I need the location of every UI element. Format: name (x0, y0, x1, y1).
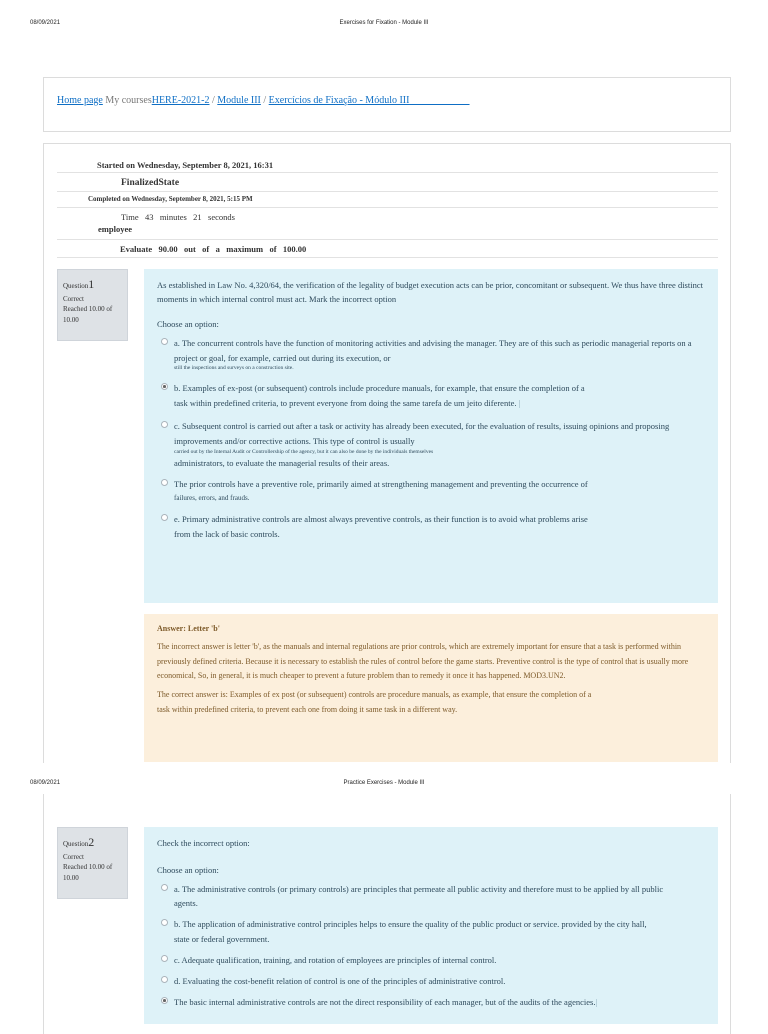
print-title: Exercises for Fixation - Module III (339, 20, 429, 26)
option-label: e. Primary administrative controls are almost always preventive controls, as their function is to avoid what problems arise from the lack of basic controls. (174, 513, 588, 539)
state-text: FinalizedState (121, 178, 180, 188)
radio-button[interactable] (161, 479, 168, 486)
option-label: b. Examples of ex-post (or subsequent) controls include procedure manuals, for example, that ensure the completion of a task within predefined criteria, to prevent everyone from doing the same tarefa de um jeito diferente. (174, 383, 585, 408)
breadcrumb-panel (43, 77, 731, 132)
option-label: The prior controls have a preventive role, primarily aimed at strengthening management and preventing the occurrence of (174, 479, 588, 490)
print-date: 08/09/2021 (30, 780, 61, 786)
option-label-tail: failures, errors, and frauds. (174, 494, 250, 502)
question-2-info (57, 827, 128, 899)
question-number: Question2 (63, 835, 95, 849)
option-c[interactable] (157, 953, 705, 968)
breadcrumb-course-link[interactable]: HERE-2021-2 (151, 95, 210, 106)
option-b[interactable] (157, 917, 705, 947)
page-header (0, 780, 768, 794)
option-label-tail: administrators, to evaluate the managerial results of their areas. (174, 458, 390, 469)
option-d[interactable] (157, 974, 705, 989)
summary-started (57, 157, 718, 173)
radio-button[interactable] (161, 514, 168, 521)
summary-time (57, 210, 718, 240)
option-e[interactable] (157, 995, 705, 1010)
option-label: c. Subsequent control is carried out after a task or activity has already been executed, for the evaluation of results, issuing opinions and proposing improvements and/or corrective actions. This type of control is usually (174, 420, 670, 446)
question-text: As established in Law No. 4,320/64, the verification of the legality of budget execution acts can be prior, concomitant or subsequent. We thus have three distinct moments in which internal control must act. Mark the incorrect option (157, 280, 703, 305)
radio-button[interactable] (161, 955, 168, 962)
feedback-correct-answer: The correct answer is: Examples of ex post (or subsequent) controls are procedure manuals, as example, that ensure the completion of a task within predefined criteria, to prevent each one from doing it same task in a different way. (157, 690, 592, 714)
breadcrumb-tail-link[interactable]: ____________ (409, 95, 470, 106)
option-label: a. The concurrent controls have the function of monitoring activities and advising the manager. They are of this such as periodic managerial reports on a project or goal, for example, carried out during its execution, or (174, 337, 692, 363)
cursor-mark-icon: | (595, 996, 598, 1007)
feedback-explanation: The incorrect answer is letter 'b', as the manuals and internal regulations are prior controls, which are extremely important for ensure that a task is performed within previously defined criteria. Because it is necessary to establish the rules of control before the game starts. Preventive control is the type of control that is usually more economical, So, in general, it is much cheaper to prevent a future problem than to remedy it once it has happened. MOD3.UN2. (157, 641, 689, 681)
radio-button-selected[interactable] (161, 997, 168, 1004)
question-2-body (144, 827, 718, 1024)
question-1-info (57, 269, 128, 341)
summary-completed (57, 193, 718, 208)
employee-text: employee (98, 224, 132, 234)
breadcrumb-module-link[interactable]: Module III (217, 95, 261, 106)
option-b[interactable] (157, 381, 705, 411)
grade-text: Evaluate 90.00 out of a maximum of 100.00 (120, 244, 307, 254)
radio-button[interactable] (161, 421, 168, 428)
option-a[interactable] (157, 336, 705, 373)
page-header (0, 20, 768, 34)
option-e[interactable] (157, 512, 705, 542)
option-label-small: still the inspections and surveys on a construction site. (174, 365, 294, 372)
breadcrumb-my-courses: My courses (102, 95, 152, 106)
option-label: a. The administrative controls (or primary controls) are principles that permeate all public activity and therefore must to be applied by all public agents. (174, 883, 664, 909)
time-text: Time 43 minutes 21 seconds (121, 212, 235, 222)
question-number: Question1 (63, 277, 95, 291)
option-c[interactable] (157, 419, 705, 471)
question-status: Correct (63, 294, 84, 303)
question-score: Reached 10.00 of 10.00 (63, 305, 113, 325)
option-label: The basic internal administrative controls are not the direct responsibility of each manager, but of the audits of the agencies. (174, 996, 596, 1007)
option-label-small: carried out by the Internal Audit or Controllership of the agency, but it can also be done by the individuals themselves (174, 448, 434, 455)
question-1-feedback (144, 614, 718, 762)
feedback-title: Answer: Letter 'b' (157, 624, 220, 633)
radio-button[interactable] (161, 919, 168, 926)
started-text: Started on Wednesday, September 8, 2021, 16:31 (97, 160, 274, 170)
option-d[interactable] (157, 477, 705, 504)
option-label: b. The application of administrative control principles helps to ensure the quality of the public product or service. provided by the city hall, state or federal government. (174, 919, 647, 945)
radio-button-selected[interactable] (161, 383, 168, 390)
question-1-body (144, 269, 718, 603)
cursor-mark-icon: | (518, 397, 521, 408)
print-date: 08/09/2021 (30, 20, 61, 26)
question-status: Correct (63, 852, 84, 861)
summary-state (57, 175, 718, 192)
completed-text: Completed on Wednesday, September 8, 2021, 5:15 PM (88, 195, 253, 203)
breadcrumb-separator: / (260, 95, 269, 106)
choose-prompt: Choose an option: (157, 319, 219, 330)
question-score: Reached 10.00 of 10.00 (63, 863, 113, 883)
summary-grade (57, 242, 718, 258)
radio-button[interactable] (161, 338, 168, 345)
choose-prompt: Choose an option: (157, 865, 219, 876)
radio-button[interactable] (161, 884, 168, 891)
breadcrumb-separator: / (209, 95, 218, 106)
print-title: Practice Exercises - Module III (343, 780, 425, 786)
option-a[interactable] (157, 882, 705, 912)
breadcrumb (57, 95, 469, 106)
radio-button[interactable] (161, 976, 168, 983)
option-label: c. Adequate qualification, training, and rotation of employees are principles of internal control. (174, 955, 497, 966)
breadcrumb-home-link[interactable]: Home page (57, 95, 103, 106)
question-text: Check the incorrect option: (157, 838, 250, 848)
option-label: d. Evaluating the cost-benefit relation of control is one of the principles of administrative control. (174, 975, 506, 986)
breadcrumb-exercises-link[interactable]: Exercícios de Fixação - Módulo III (268, 95, 410, 106)
